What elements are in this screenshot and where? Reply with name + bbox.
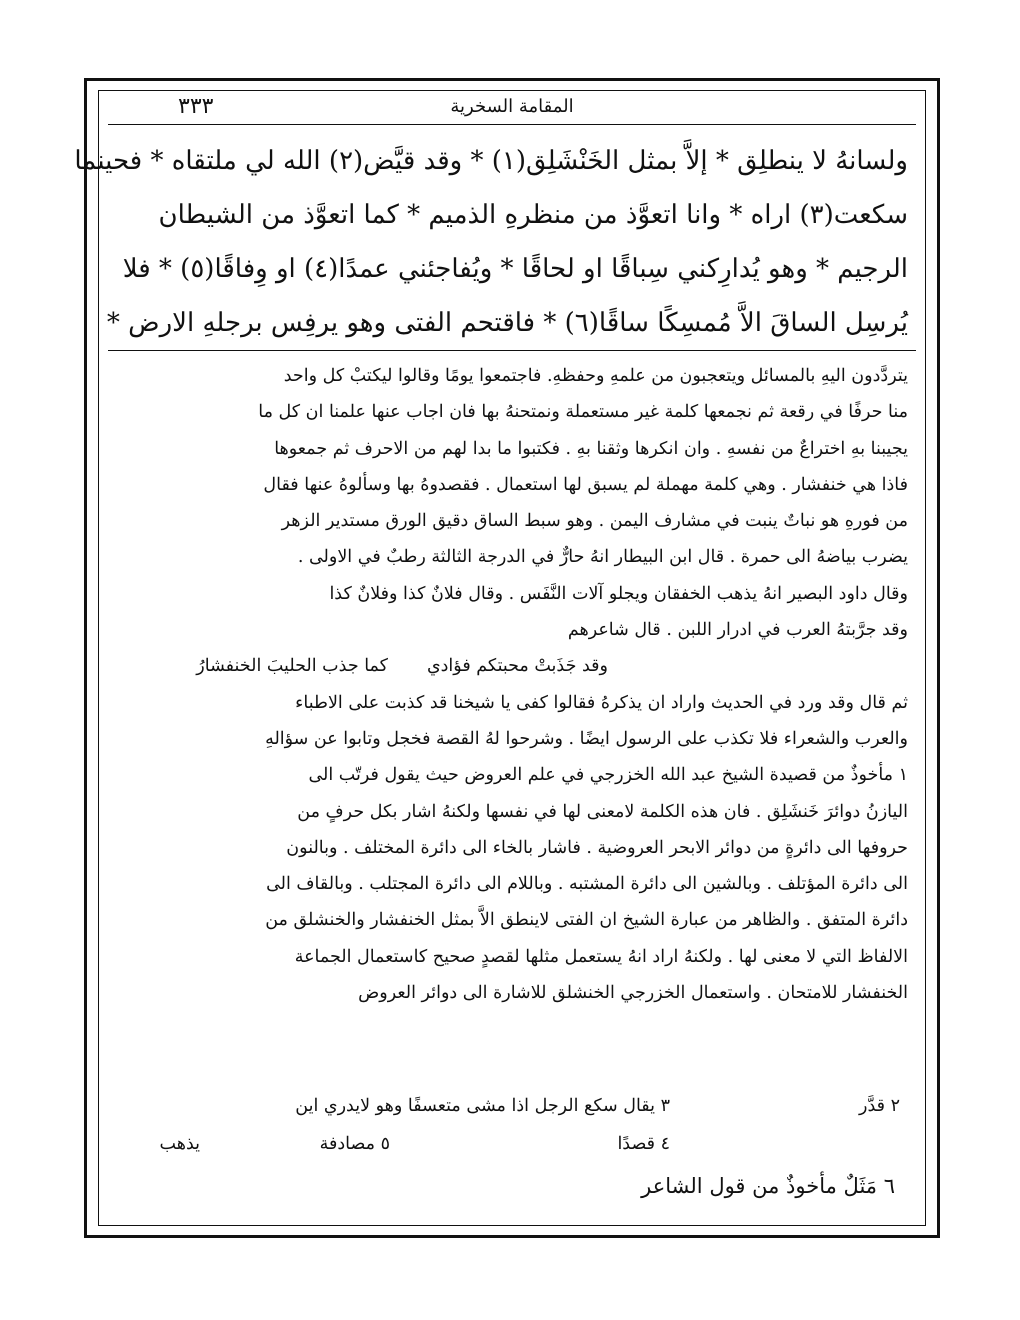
verse-hemistich-left: كما جذب الحليبَ الخنفشارُ — [196, 656, 388, 677]
footnote-1-line: اليازنُ دوائرَ خَنشَلِق . فان هذه الكلمة لامعنى لها في نفسها ولكنهُ اشار بكل حرفٍ من — [297, 801, 908, 822]
main-text-line: ولسانهُ لا ينطلِق * إلاَّ بمثل الخَنْشَلِق(١) * وقد قيَّض(٢) الله لي ملتقاه * فحينما — [74, 146, 908, 176]
note-line: يجيبنا بهِ اختراعٌ من نفسهِ . وان انكرها وثقنا بهِ . فكتبوا ما بدا لهم من الاحرف ثم جمعوها — [274, 438, 908, 459]
note-line: من فورهِ هو نباتٌ ينبت في مشارف اليمن . وهو سبط الساق دقيق الورق مستدير الزهر — [281, 511, 908, 532]
note-line: وقد جرَّبتهُ العرب في ادرار اللبن . قال شاعرهم — [567, 620, 908, 641]
running-title: المقامة السخرية — [450, 96, 574, 117]
note-line: فاذا هي خنفشار . وهي كلمة مهملة لم يسبق لها استعمال . فقصدوهُ بها وسألوهُ عنها فقال — [263, 474, 908, 495]
main-text-line: الرجيم * وهو يُدارِكني سِباقًا او لحاقًا * ويُفاجئني عمدًا(٤) او وِفاقًا(٥) * فلا — [122, 254, 908, 284]
footnote-1-line: دائرة المتفق . والظاهر من عبارة الشيخ ان الفتى لاينطق الاَّ بمثل الخنفشار والخنشلق من — [265, 910, 908, 931]
footnote-2: ٢ قدَّر — [859, 1096, 900, 1116]
footnote-1-line: الالفاظ التي لا معنى لها . ولكنهُ اراد انهُ يستعمل مثلها لقصدٍ صحيح كاستعمال الجماعة — [294, 946, 908, 967]
page-number: ٣٣٣ — [178, 94, 214, 119]
note-line: يتردَّدون اليهِ بالمسائل ويتعجبون من علمهِ وحفظهِ. فاجتمعوا يومًا وقالوا ليكتبْ كل واحد — [283, 366, 908, 386]
footnote-1-line: ١ مأخوذٌ من قصيدة الشيخ عبد الله الخزرجي في علم العروض حيث يقول فرتّب الى — [308, 765, 908, 786]
note-line: والعرب والشعراء فلا تكذب على الرسول ايضًا . وشرحوا لهُ القصة فخجل وتابوا عن سؤالهِ — [265, 728, 908, 749]
footnote-1-line: الى دائرة المؤتلف . وبالشين الى دائرة المشتبه . وباللام الى دائرة المجتلب . وبالقاف الى — [266, 874, 908, 895]
footnote-1-line: الخنفشار للامتحان . واستعمال الخزرجي الخنشلق للاشارة الى دوائر العروض — [358, 983, 908, 1004]
verse-hemistich-right: وقد جَذَبتْ محبتكم فؤادي — [426, 656, 608, 677]
main-text — [74, 134, 908, 350]
header-rule — [108, 124, 916, 125]
footnote-1-line: حروفها الى دائرةٍ من دوائر الابحر العروضية . فاشار بالخاء الى دائرة المختلف . وبالنون — [286, 837, 908, 858]
footnote-4: ٤ قصدًا — [617, 1134, 670, 1154]
main-text-line: سكعت(٣) اراه * وانا اتعوَّذ من منظرهِ الذميم * كما اتعوَّذ من الشيطان — [158, 200, 908, 230]
verse — [118, 648, 908, 684]
footnote-5: ٥ مصادفة — [319, 1134, 390, 1154]
note-line: يضرب بياضهُ الى حمرة . قال ابن البيطار انهُ حارٌّ في الدرجة الثالثة رطبٌ في الاولى . — [297, 547, 908, 568]
note-line: ثم قال وقد ورد في الحديث واراد ان يذكرهُ فقالوا كفى يا شيخنا قد كذبت على الاطباء — [295, 692, 908, 713]
footnote-6: ٦ مَثَلٌ مأخوذٌ من قول الشاعر — [641, 1174, 895, 1198]
footnote-3: ٣ يقال سكع الرجل اذا مشى متعسفًا وهو لايدري اين — [295, 1096, 670, 1116]
footnote-3-continuation: يذهب — [159, 1134, 200, 1154]
footnote-separator — [108, 350, 916, 351]
note-line: منا حرفًا في رقعة ثم نجمعها كلمة غير مستعملة ونمتحنهُ بها فان اجاب عنها علمنا ان كل ما — [258, 402, 908, 423]
page-header — [108, 94, 916, 122]
note-line: وقال داود البصير انهُ يذهب الخفقان ويجلو آلات النَّفَس . وقال فلانٌ كذا وفلانٌ كذا — [329, 583, 908, 604]
main-text-line: يُرسِل الساقَ الاَّ مُمسِكًا ساقًا(٦) * فاقتحم الفتى وهو يرفِس برجلهِ الارض * — [106, 308, 908, 338]
notes-block — [118, 358, 908, 1011]
